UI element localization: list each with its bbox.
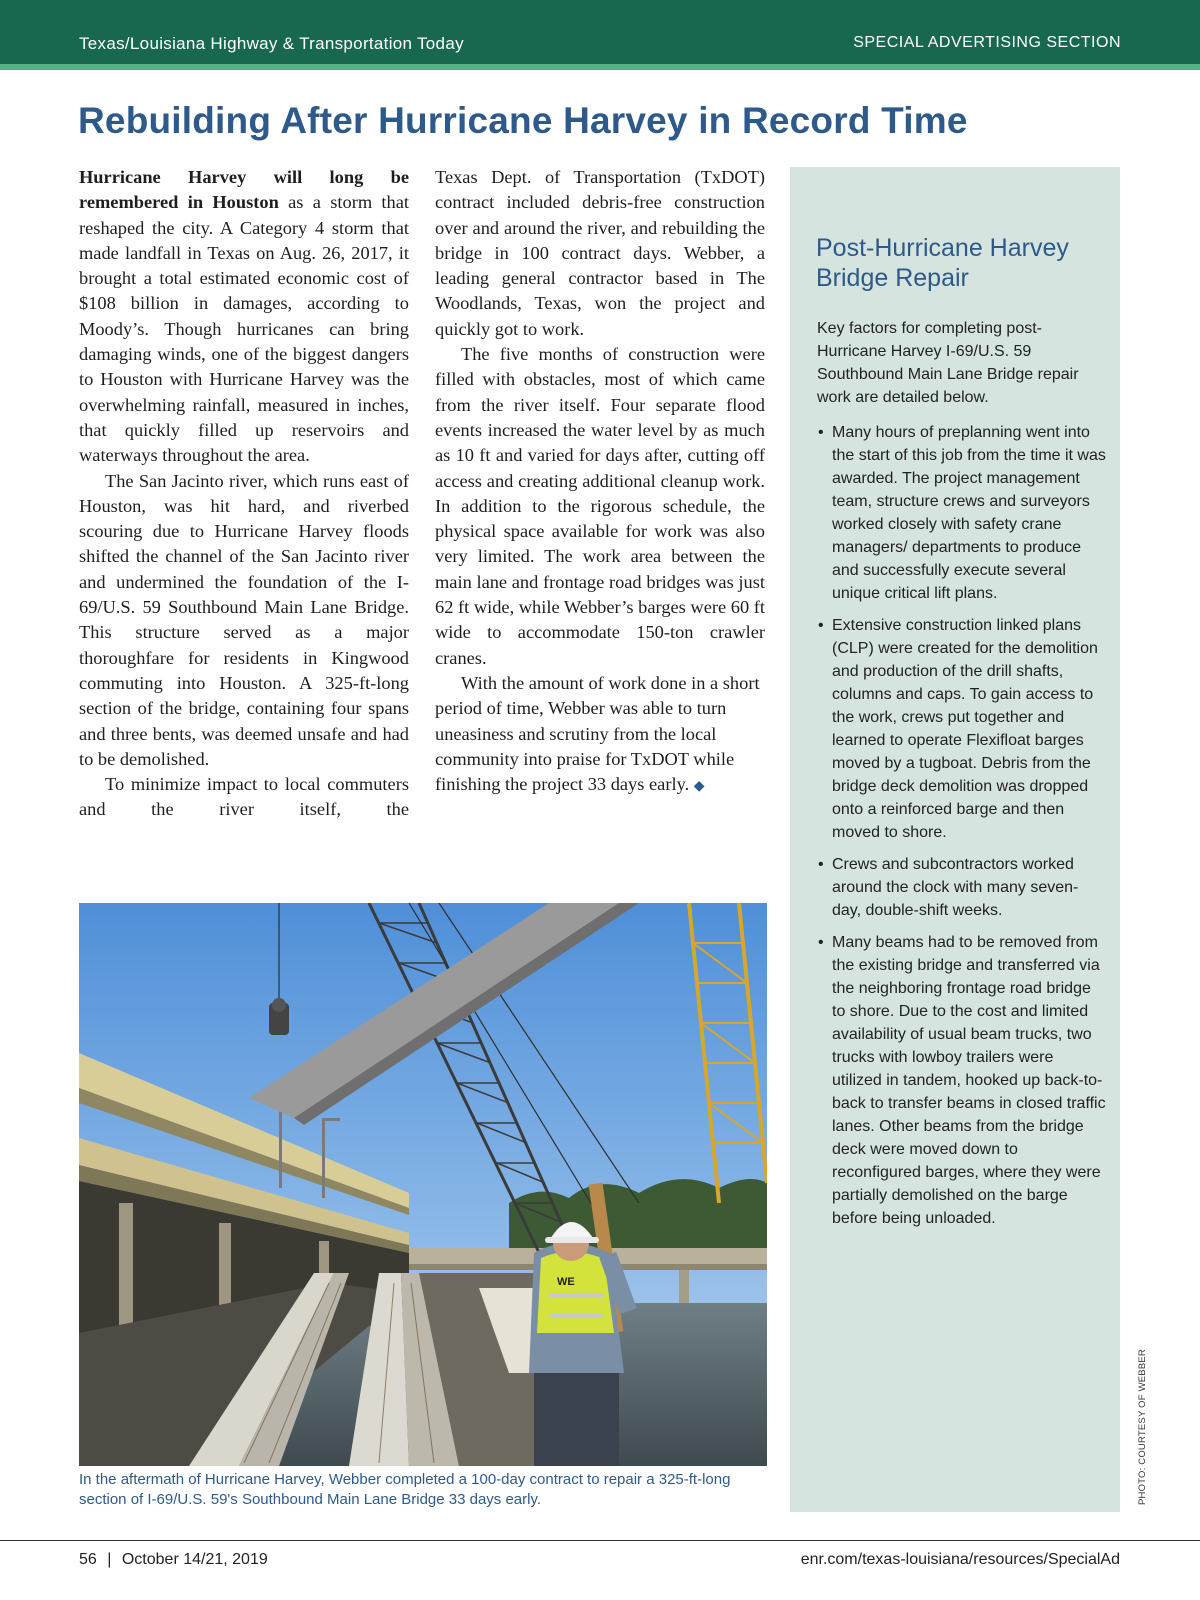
end-mark-icon: ◆ (693, 779, 705, 795)
photo-caption: In the aftermath of Hurricane Harvey, Webber completed a 100-day contract to repair a 325-ft-long section of I-69/U.S. 59's Southbound Main Lane Bridge 33 days early. (79, 1471, 731, 1508)
construction-photo (79, 903, 767, 1466)
sidebar-title: Post-Hurricane Harvey Bridge Repair (816, 234, 1069, 292)
article-column-2 (435, 165, 765, 799)
lead-in: Hurricane Harvey will long be remembered in Houston (79, 167, 409, 213)
article-paragraph: The San Jacinto river, which runs east of Houston, was hit hard, and riverbed scouring due to Hurricane Harvey floods shifted the channel of the San Jacinto river and undermined the foundation of the I-69/U.S. 59 Southbound Main Lane Bridge. This structure served as a major thoroughfare for residents in Kingwood commuting into Houston. A 325-ft-long section of the bridge, containing four spans and three bents, was deemed unsafe and had to be demolished. (79, 470, 409, 769)
article-column-1 (79, 165, 409, 823)
sidebar-bullet-list (817, 421, 1107, 1239)
issue-date: October 14/21, 2019 (121, 1551, 268, 1568)
publication-title: Texas/Louisiana Highway & Transportation Today (79, 34, 464, 53)
sidebar-intro: Key factors for completing post-Hurricane Harvey I-69/U.S. 59 Southbound Main Lane Bridge repair work are detailed below. (817, 320, 1079, 406)
sidebar-box (790, 167, 1120, 1512)
sidebar-bullet: • Crews and subcontractors worked around the clock with many seven-day, double-shift weeks. (817, 853, 1107, 922)
sidebar-bullet: • Many beams had to be removed from the existing bridge and transferred via the neighboring frontage road bridge to shore. Due to the cost and limited availability of usual beam trucks, two trucks with lowboy trailers were utilized in tandem, hooked up back-to-back to transfer beams in closed traffic lanes. Other beams from the bridge deck were moved down to reconfigured barges, where they were partially demolished on the barge before being unloaded. (817, 931, 1107, 1230)
article-paragraph-continued: Texas Dept. of Transportation (TxDOT) contract included debris-free construction over and around the river, and rebuilding the bridge in 100 contract days. Webber, a leading general contractor based in The Woodlands, Texas, won the project and quickly got to work. (435, 167, 765, 339)
article-paragraph (79, 165, 409, 469)
sidebar-bullet: • Many hours of preplanning went into the start of this job from the time it was awarded. The project management team, structure crews and surveyors worked closely with safety crane managers/ departments to produce and successfully execute several unique critical lift plans. (817, 421, 1107, 605)
article-paragraph: To minimize impact to local commuters and the river itself, the (79, 774, 409, 820)
section-label: SPECIAL ADVERTISING SECTION (853, 34, 1121, 51)
article-headline: Rebuilding After Hurricane Harvey in Record Time (78, 100, 968, 141)
paragraph-text: With the amount of work done in a short period of time, Webber was able to turn uneasiness and scrutiny from the local community into praise for TxDOT while finishing the project 33 days early. (435, 672, 760, 795)
sidebar-bullet: • Extensive construction linked plans (CLP) were created for the demolition and production of the drill shafts, columns and caps. To gain access to the work, crews put together and learned to operate Flexifloat barges moved by a tugboat. Debris from the bridge deck demolition was dropped onto a reinforced barge and then moved to shore. (817, 614, 1107, 844)
photo-credit: PHOTO: COURTESY OF WEBBER (1137, 1349, 1148, 1505)
article-paragraph (435, 671, 765, 799)
footer-page-info (79, 1551, 268, 1569)
footer-url: enr.com/texas-louisiana/resources/SpecialAd (800, 1551, 1120, 1568)
page-number: 56 (79, 1551, 97, 1568)
footer-divider (0, 1540, 1200, 1541)
page-header-bar (0, 0, 1200, 64)
footer-separator: | (107, 1551, 112, 1568)
article-paragraph: The five months of construction were filled with obstacles, most of which came from the river itself. Four separate flood events increased the water level by as much as 10 ft and varied for days after, cutting off access and creating additional cleanup work. In addition to the rigorous schedule, the physical space available for work was also very limited. The work area between the main lane and frontage road bridges was just 62 ft wide, while Webber’s barges were 60 ft wide to accommodate 150-ton crawler cranes. (435, 344, 765, 668)
paragraph-text: as a storm that reshaped the city. A Category 4 storm that made landfall in Texas on Aug. 26, 2017, it brought a total estimated economic cost of $108 billion in damages, according to Moody’s. Though hurricanes can bring damaging winds, one of the biggest dangers to Houston with Hurricane Harvey was the overwhelming rainfall, measured in inches, that quickly filled up reservoirs and waterways throughout the area. (79, 192, 410, 466)
vest-lettering: WE (557, 1276, 575, 1288)
header-accent-stripe (0, 64, 1200, 70)
